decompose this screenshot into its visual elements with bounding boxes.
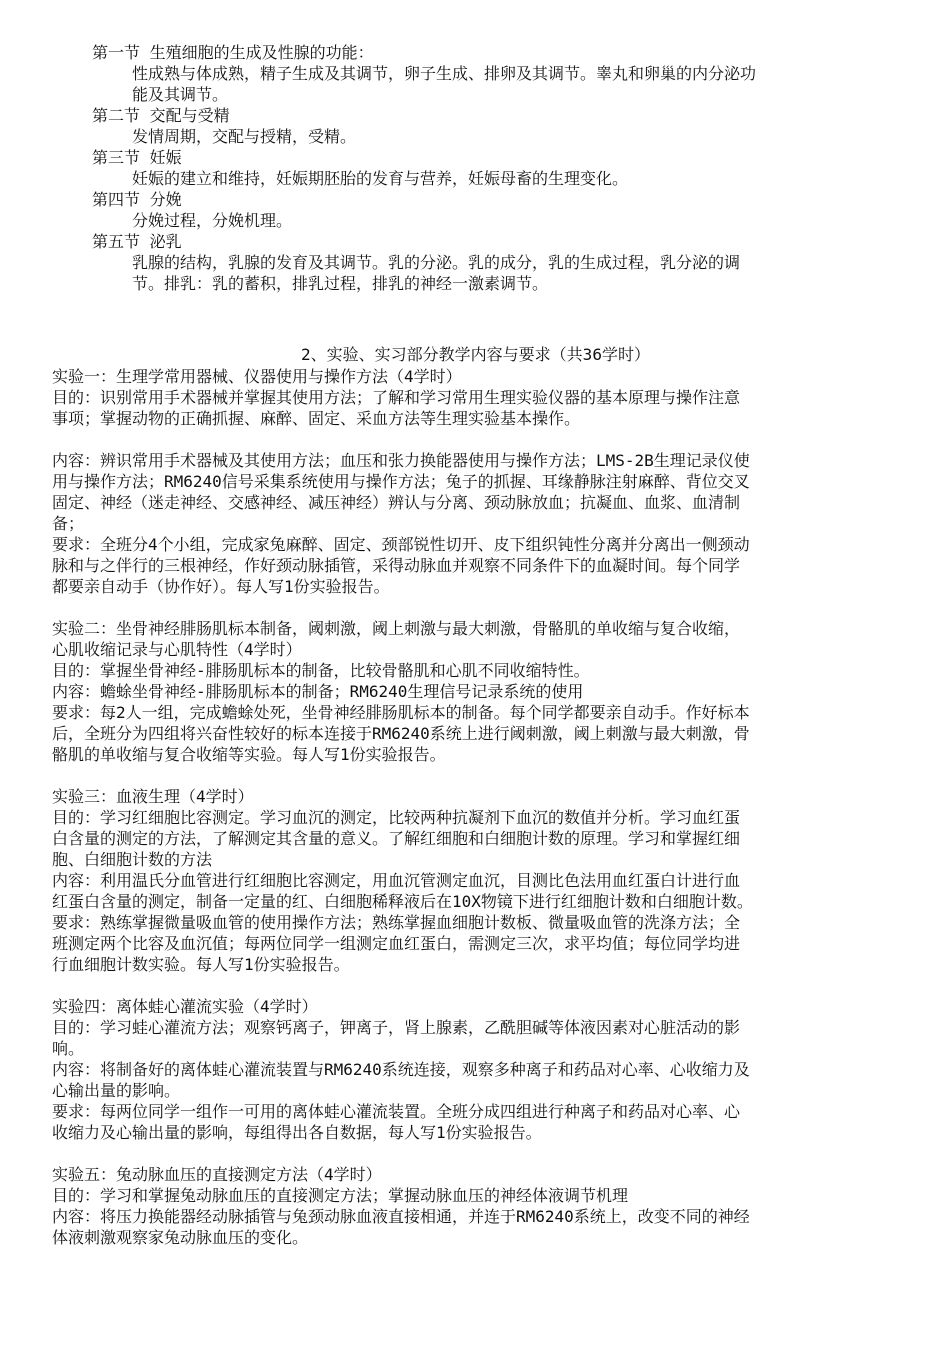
experiment-block: [52, 786, 894, 975]
experiment-purpose: 目的：识别常用手术器械并掌握其使用方法；了解和学习常用生理实验仪器的基本原理与操作注意 事项；掌握动物的正确抓握、麻醉、固定、采血方法等生理实验基本操作。: [52, 388, 741, 428]
experiment-requirements: 要求：每2人一组，完成蟾蜍处死，坐骨神经腓肠肌标本的制备。每个同学都要亲自动手。作好标本 后，全班分为四组将兴奋性较好的标本连接于RM6240系统上进行阈刺激，阈上刺激与最大刺激，骨 骼肌的单收缩与复合收缩等实验。每人写1份实验报告。: [52, 703, 750, 764]
experiment-requirements: 要求：熟练掌握微量吸血管的使用操作方法；熟练掌握血细胞计数板、微量吸血管的洗涤方法；全 班测定两个比容及血沉值；每两位同学一组测定血红蛋白，需测定三次，求平均值；每位同学均进 行血细胞计数实验。每人写1份实验报告。: [52, 913, 741, 974]
experiment-block: [52, 618, 894, 765]
experiment-title: 实验五：兔动脉血压的直接测定方法（4学时）: [52, 1165, 382, 1184]
section-title: 第二节 交配与受精: [92, 106, 230, 125]
experiment-purpose: 目的：学习红细胞比容测定。学习血沉的测定，比较两种抗凝剂下血沉的数值并分析。学习血红蛋 白含量的测定的方法，了解测定其含量的意义。了解红细胞和白细胞计数的原理。学习和掌握红细 胞、白细胞计数的方法: [52, 808, 741, 869]
section-title: 第三节 妊娠: [92, 148, 182, 167]
experiment-content: 内容：将压力换能器经动脉插管与兔颈动脉血液直接相通，并连于RM6240系统上，改变不同的神经 体液刺激观察家兔动脉血压的变化。: [52, 1207, 750, 1247]
experiment-title: 实验二：坐骨神经腓肠肌标本制备，阈刺激，阈上刺激与最大刺激，骨骼肌的单收缩与复合收缩， 心肌收缩记录与心肌特性（4学时）: [52, 619, 741, 659]
section-body: 分娩过程，分娩机理。: [132, 211, 293, 230]
section-title: 第一节 生殖细胞的生成及性腺的功能：: [92, 43, 374, 62]
experiment-block: [52, 366, 894, 597]
experiment-requirements: 要求：每两位同学一组作一可用的离体蛙心灌流装置。全班分成四组进行种离子和药品对心率、心 收缩力及心输出量的影响，每组得出各自数据，每人写1份实验报告。: [52, 1102, 741, 1142]
experiment-block: [52, 1164, 894, 1248]
experiment-title: 实验四：离体蛙心灌流实验（4学时）: [52, 997, 318, 1016]
chapter-sections: [92, 42, 892, 294]
experiment-block: [52, 996, 894, 1143]
experiment-title: 实验一：生理学常用器械、仪器使用与操作方法（4学时）: [52, 367, 462, 386]
experiment-purpose: 目的：掌握坐骨神经-腓肠肌标本的制备，比较骨骼肌和心肌不同收缩特性。: [52, 661, 590, 680]
section-title: 第四节 分娩: [92, 190, 182, 209]
section-body: 妊娠的建立和维持，妊娠期胚胎的发育与营养，妊娠母畜的生理变化。: [132, 169, 629, 188]
experiment-content: 内容：蟾蜍坐骨神经-腓肠肌标本的制备；RM6240生理信号记录系统的使用: [52, 682, 584, 701]
section-body: 发情周期，交配与授精，受精。: [132, 127, 357, 146]
experiments-heading: 2、实验、实习部分教学内容与要求（共36学时）: [301, 345, 650, 364]
experiment-title: 实验三：血液生理（4学时）: [52, 787, 254, 806]
experiment-content: 内容：利用温氏分血管进行红细胞比容测定，用血沉管测定血沉，目测比色法用血红蛋白计进行血 红蛋白含量的测定，制备一定量的红、白细胞稀释液后在10X物镜下进行红细胞计数和白细胞计数。: [52, 871, 753, 911]
experiments-list: [52, 366, 894, 1269]
section-body: 乳腺的结构，乳腺的发育及其调节。乳的分泌。乳的成分，乳的生成过程，乳分泌的调 节。排乳：乳的蓄积，排乳过程，排乳的神经一激素调节。: [132, 253, 741, 293]
experiment-requirements: 要求：全班分4个小组，完成家兔麻醉、固定、颈部锐性切开、皮下组织钝性分离并分离出一侧颈动 脉和与之伴行的三根神经，作好颈动脉插管，采得动脉血并观察不同条件下的血凝时间。每个同学 都要亲自动手（协作好）。每人写1份实验报告。: [52, 535, 750, 596]
experiment-content: 内容：将制备好的离体蛙心灌流装置与RM6240系统连接，观察多种离子和药品对心率、心收缩力及 心输出量的影响。: [52, 1060, 750, 1100]
experiment-purpose: 目的：学习蛙心灌流方法；观察钙离子，钾离子，肾上腺素，乙酰胆碱等体液因素对心脏活动的影 响。: [52, 1018, 741, 1058]
section-body: 性成熟与体成熟，精子生成及其调节，卵子生成、排卵及其调节。睾丸和卵巢的内分泌功 能及其调节。: [132, 64, 757, 104]
experiment-purpose: 目的：学习和掌握兔动脉血压的直接测定方法；掌握动脉血压的神经体液调节机理: [52, 1186, 629, 1205]
experiment-content: 内容：辨识常用手术器械及其使用方法；血压和张力换能器使用与操作方法；LMS-2B生理记录仪使 用与操作方法；RM6240信号采集系统使用与操作方法；兔子的抓握、耳缘静脉注射麻醉、背位交叉 固定、神经（迷走神经、交感神经、减压神经）辨认与分离、颈动脉放血；抗凝血、血浆、血清制 备；: [52, 451, 750, 533]
section-title: 第五节 泌乳: [92, 232, 182, 251]
